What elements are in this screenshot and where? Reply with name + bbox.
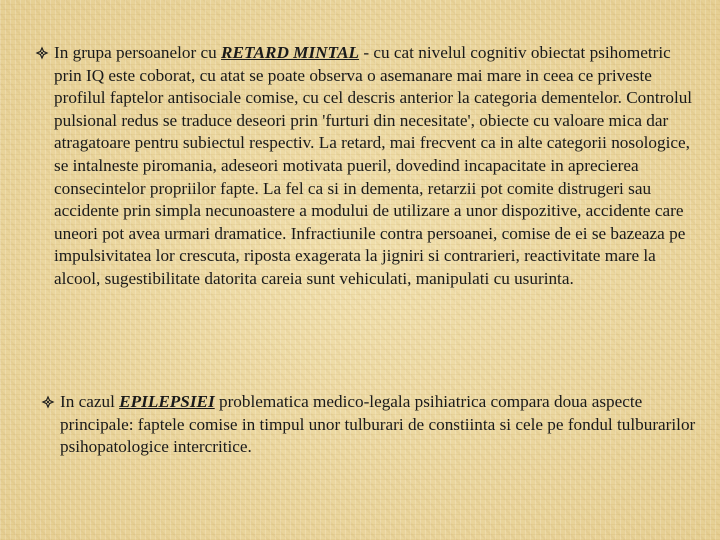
bullet-text (60, 391, 700, 459)
bullet-row (34, 42, 694, 291)
term-epilepsie: EPILEPSIEI (119, 392, 215, 411)
bullet-text-after: - cu cat nivelul cognitiv obiectat psihometric prin IQ este coborat, cu atat se poate observa o asemanare mai mare in ceea ce priveste profilul faptelor antisociale comise, cu cel descris anterior la categoria dementelor. Controlul pulsional redus se traduce deseori prin 'furturi din necesitate', obiecte cu valoare mica dar atragatoare pentru subiectul respectiv. La retard, mai frecvent ca in alte categorii nosologice, se intalneste piromania, adeseori motivata pueril, dovedind incapacitate in aprecierea consecintelor propriilor fapte. La fel ca si in dementa, retarzii pot comite distrugeri sau accidente prin simpla necunoastere a modului de utilizare a unor dispozitive, accidente care uneori pot avea urmari dramatice. Infractiunile contra persoanei, comise de ei se bazeaza pe impulsivitatea lor crescuta, riposta exagerata la jigniri si contrarieri, reactivitate mare la alcool, sugestibilitate datorita careia sunt vehiculati, manipulati cu usurinta. (54, 43, 693, 288)
bullet-row (40, 391, 700, 459)
bullet-text (54, 42, 694, 291)
bullet-epilepsie (40, 391, 700, 459)
diamond-bullet-icon (34, 42, 50, 64)
bullet-retard-mintal (34, 42, 694, 291)
term-retard-mintal: RETARD MINTAL (221, 43, 360, 62)
bullet-text-before: In grupa persoanelor cu (54, 43, 222, 62)
bullet-text-after: problematica medico-legala psihiatrica compara doua aspecte principale: faptele comise in timpul unor tulburari de constiinta si cele pe fondul tulburarilor psihopatologice intercritice. (60, 392, 696, 457)
bullet-text-before: In cazul (60, 392, 120, 411)
diamond-bullet-icon (40, 391, 56, 413)
